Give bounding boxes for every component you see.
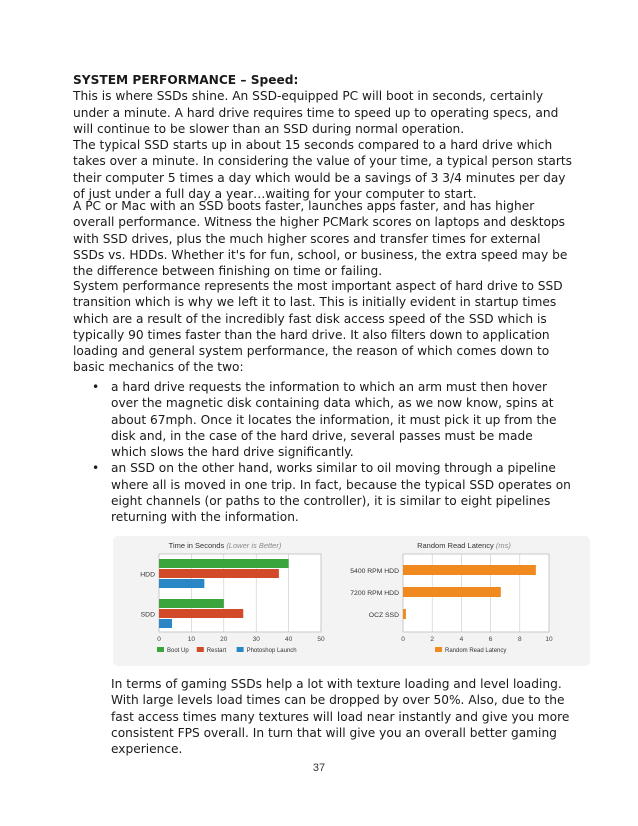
performance-charts [113,536,590,666]
bullet-icon: • [92,380,100,394]
x-tick-label: 4 [459,636,464,643]
bar [159,579,204,588]
category-label: 7200 RPM HDD [350,590,399,597]
section-heading [73,72,573,88]
x-tick-label: 8 [517,636,522,643]
legend-swatch [157,647,164,652]
list-item [92,460,572,525]
bar [159,559,289,568]
gaming-paragraph: In terms of gaming SSDs help a lot with texture loading and level loading. With large levels load times can be dropped by over 50%. Also, due to the fast access times many textures will load near instantly and give you more consistent FPS overall. In turn that will give you an overall better gaming experience. [111,677,570,757]
list-item [92,379,572,460]
x-tick-label: 0 [157,636,161,643]
paragraph-2: The typical SSD starts up in about 15 seconds compared to a hard drive which takes over a minute. In considering the value of your time, a typical person starts their computer 5 times a day which would be a savings of 3 3/4 minutes per day of just under a full day a year…waiting for your computer to start. [73,138,572,202]
category-label: SDD [140,611,155,619]
chart-title: Time in Seconds (Lower is Better) [168,541,282,550]
bar [159,609,243,618]
x-tick-label: 20 [220,636,228,643]
bar [159,599,224,608]
page-number: 37 [312,762,326,774]
bullet-icon: • [92,461,100,476]
x-tick-label: 10 [545,636,553,643]
category-label: HDD [140,571,155,579]
bullet-text-2: an SSD on the other hand, works similar to oil moving through a pipeline where all is moved in one trip. In fact, because the typical SSD operates on eight channels (or paths to the controller), it is similar to eight pipelines returning with the information. [111,461,571,525]
category-label: 5400 RPM HDD [350,568,399,575]
heading-subtitle: Speed: [250,73,299,87]
x-tick-label: 2 [430,636,435,643]
paragraph-4: System performance represents the most important aspect of hard drive to SSD transition which is why we left it to last. This is initially evident in startup times which are a result of the incredibly fast disk access speed of the SSD which is typically 90 times faster than the hard drive. It also filters down to application loading and general system performance, the reason of which comes down to basic mechanics of the two: [73,279,563,375]
legend-swatch [237,647,244,652]
x-tick-label: 30 [252,636,260,643]
x-tick-label: 0 [401,636,405,643]
chart-subtitle: (ms) [495,541,511,550]
bar [159,569,279,578]
legend-swatch [435,647,442,652]
bar [403,587,501,597]
legend-label: Restart [206,648,227,654]
legend-label: Random Read Latency [445,648,507,654]
section-intro [73,72,573,202]
bar [403,565,536,575]
legend-label: Photoshop Launch [246,648,297,654]
x-tick-label: 6 [488,636,493,643]
chart-subtitle: (Lower is Better) [226,541,282,550]
bullet-list [92,379,572,526]
heading-title: SYSTEM PERFORMANCE [73,73,237,87]
heading-dash: – [236,73,251,87]
paragraph-3: A PC or Mac with an SSD boots faster, launches apps faster, and has higher overall performance. Witness the higher PCMark scores on laptops and desktops with SSD drives, plus the much higher scores and transfer times for external SSDs vs. HDDs. Whether it's for fun, school, or business, the extra speed may be the difference between finishing on time or failing. [73,199,568,279]
x-tick-label: 10 [187,636,196,643]
bar [403,609,406,619]
chart-title: Random Read Latency (ms) [417,541,511,550]
x-tick-label: 40 [284,636,293,643]
x-tick-label: 50 [317,636,325,643]
legend-swatch [197,647,204,652]
paragraph-1: This is where SSDs shine. An SSD-equipped PC will boot in seconds, certainly under a minute. A hard drive requires time to speed up to operating specs, and will continue to be slower than an SSD during normal operation. [73,89,559,136]
bullet-text-1: a hard drive requests the information to which an arm must then hover over the magnetic disk containing data which, as we now know, spins at about 67mph. Once it locates the information, it must pick it up from the disk and, in the case of the hard drive, several passes must be made which slows the hard drive significantly. [111,380,557,460]
legend-label: Boot Up [167,648,189,654]
bar [159,619,172,628]
category-label: OCZ SSD [368,612,399,619]
